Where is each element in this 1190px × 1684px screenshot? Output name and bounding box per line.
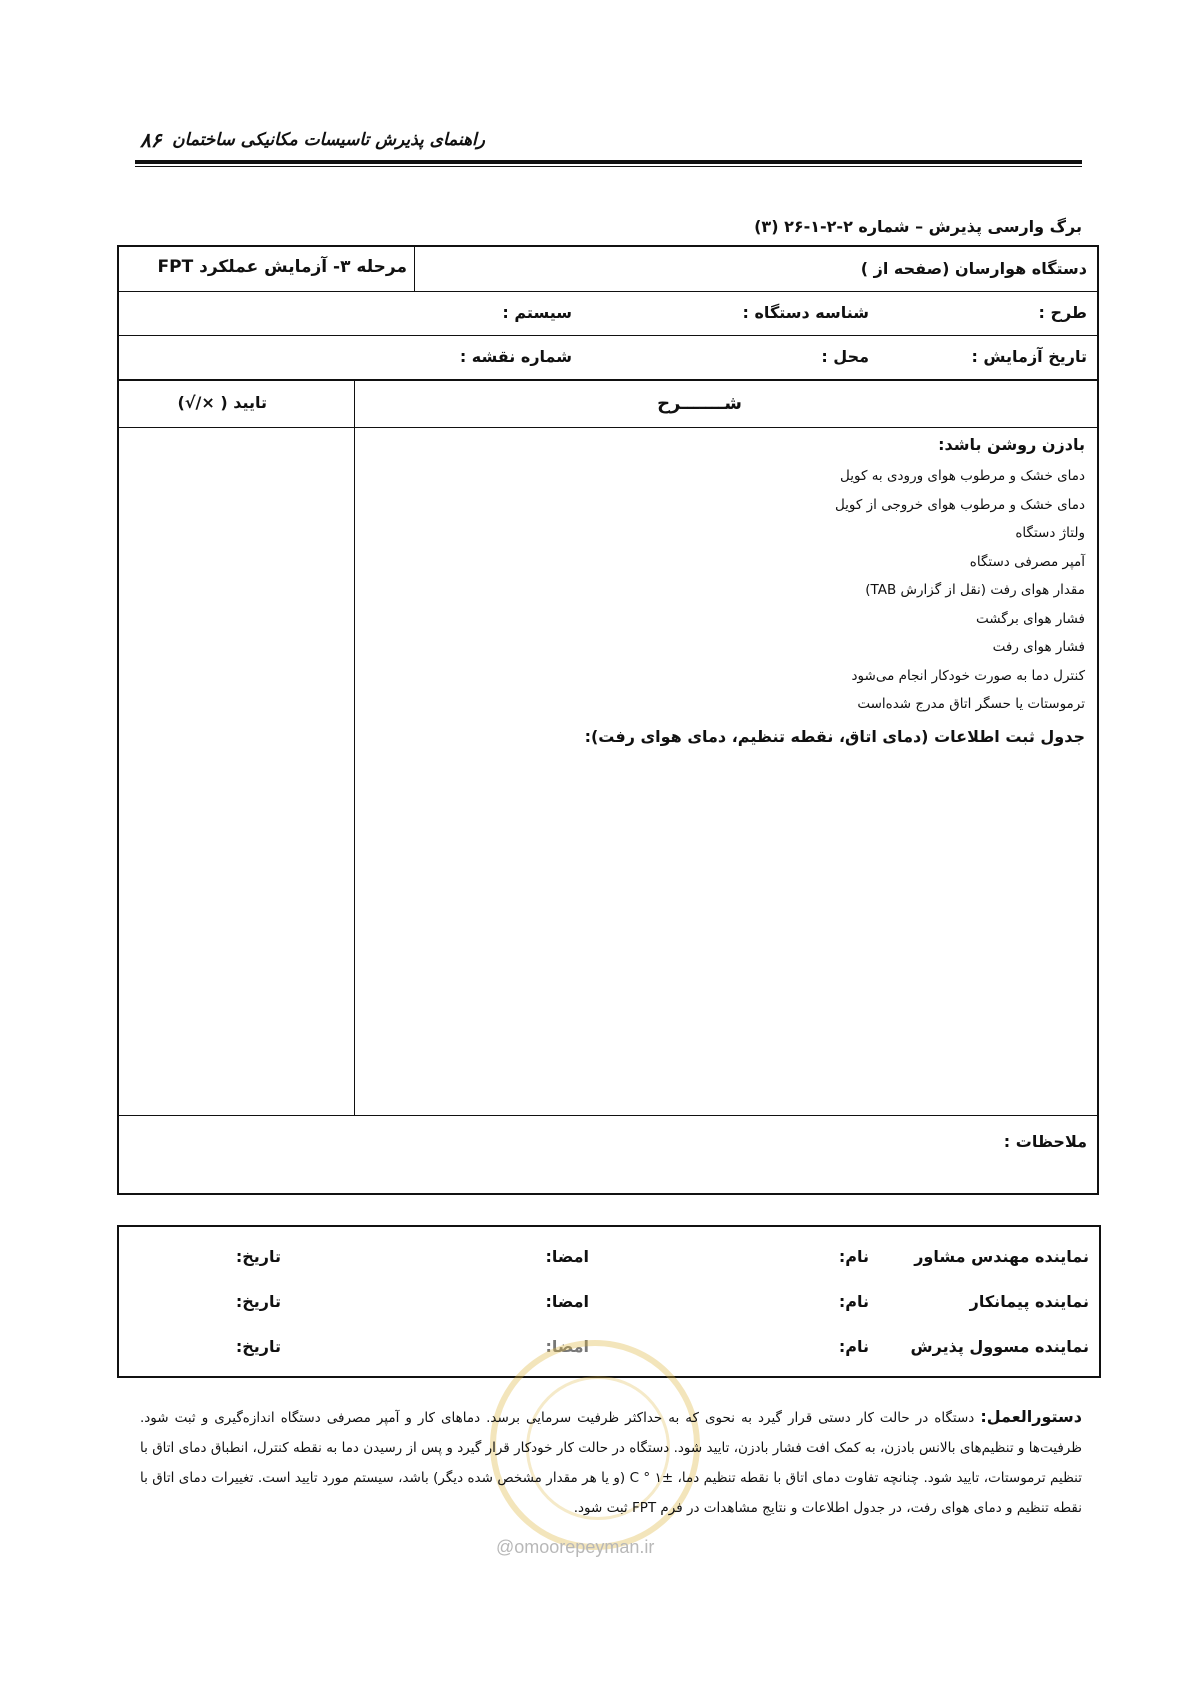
signature-name: نام: [838,1292,869,1311]
signature-sign: امضا: [545,1337,589,1356]
signature-role: نماینده پیمانکار [969,1292,1089,1311]
header-rule-thin [135,166,1082,167]
check-item: فشار هوای برگشت [975,610,1085,627]
instructions [140,1402,1082,1523]
row-divider [119,291,1097,292]
page-number: ۸۶ [140,128,162,152]
signature-date: تاریخ: [235,1337,281,1356]
fan-on-heading: بادزن روشن باشد: [938,435,1085,454]
check-items-list [835,462,1085,719]
check-item: مقدار هوای رفت (نقل از گزارش TAB) [865,582,1085,598]
device-id-label: شناسه دستگاه : [742,303,869,322]
signature-role: نماینده مسوول پذیرش [910,1337,1089,1356]
row-divider [119,1115,1097,1116]
signature-row [119,1247,1099,1277]
remarks-label: ملاحظات : [1003,1132,1087,1151]
device-title: دستگاه هوارسان (صفحه از ) [860,259,1087,278]
stage-title: مرحله ۳- آزمایش عملکرد FPT [157,257,407,277]
check-item: فشار هوای رفت [992,639,1085,655]
system-label: سیستم : [502,303,572,322]
row-divider [119,335,1097,336]
drawing-number-label: شماره نقشه : [459,347,572,366]
description-header: شـــــــرح [657,393,742,414]
row-divider [119,379,1097,381]
signature-date: تاریخ: [235,1247,281,1266]
instructions-text: دستگاه در حالت کار دستی قرار گیرد به نحوی که به حداکثر ظرفیت سرمایی برسد. دماهای کار و آمپر مصرفی دستگاه اندازه‌گیری و ثبت شود. ظرفیت‌ها و تنظیم‌های بالانس بادزن، به کمک افت فشار بادزن، تایید شود. دستگاه در حالت کار خودکار قرار گیرد و پس از رسیدن دما به نقطه کنترل، انطباق دمای اتاق با تنظیم ترموستات، تایید شود. چنانچه تفاوت دمای اتاق با نقطه تنظیم دما، C ° ۱± (و یا هر مقدار مشخص شده دیگر) باشد، سیستم مورد تایید است. تغییرات دمای اتاق با نقطه تنظیم و دمای هوای رفت، در جدول اطلاعات و نتایج مشاهدات در فرم FPT ثبت شود. [140,1410,1082,1516]
checklist-form [117,245,1099,1195]
signature-sign: امضا: [545,1292,589,1311]
data-table-heading: جدول ثبت اطلاعات (دمای اتاق، نقطه تنظیم، دمای هوای رفت): [584,727,1085,746]
check-item: کنترل دما به صورت خودکار انجام می‌شود [851,667,1085,684]
signature-sign: امضا: [545,1247,589,1266]
row-divider [119,427,1097,428]
location-label: محل : [821,347,869,366]
header-rule [135,160,1082,164]
signature-role: نماینده مهندس مشاور [914,1247,1089,1266]
approval-header: تایید ( ×/√) [177,393,267,412]
check-item: دمای خشک و مرطوب هوای ورودی به کویل [840,468,1085,484]
watermark-text: @omoorepeyman.ir [496,1537,655,1557]
check-item: دمای خشک و مرطوب هوای خروجی از کویل [834,496,1085,513]
signature-row [119,1292,1099,1322]
check-item: آمپر مصرفی دستگاه [969,553,1085,570]
column-divider [414,247,415,291]
signature-name: نام: [838,1247,869,1266]
project-label: طرح : [1038,303,1087,322]
test-date-label: تاریخ آزمایش : [971,347,1087,366]
running-title: راهنمای پذیرش تاسیسات مکانیکی ساختمان [172,130,485,150]
check-item: ولتاژ دستگاه [1015,525,1085,541]
signature-date: تاریخ: [235,1292,281,1311]
instructions-label: دستورالعمل: [980,1407,1082,1426]
column-divider [354,379,355,1115]
check-item: ترموستات یا حسگر اتاق مدرج شده‌است [857,696,1085,712]
signature-name: نام: [838,1337,869,1356]
form-title: برگ وارسی پذیرش – شماره ۲-۲-۱-۲۶ (۳) [754,217,1082,236]
